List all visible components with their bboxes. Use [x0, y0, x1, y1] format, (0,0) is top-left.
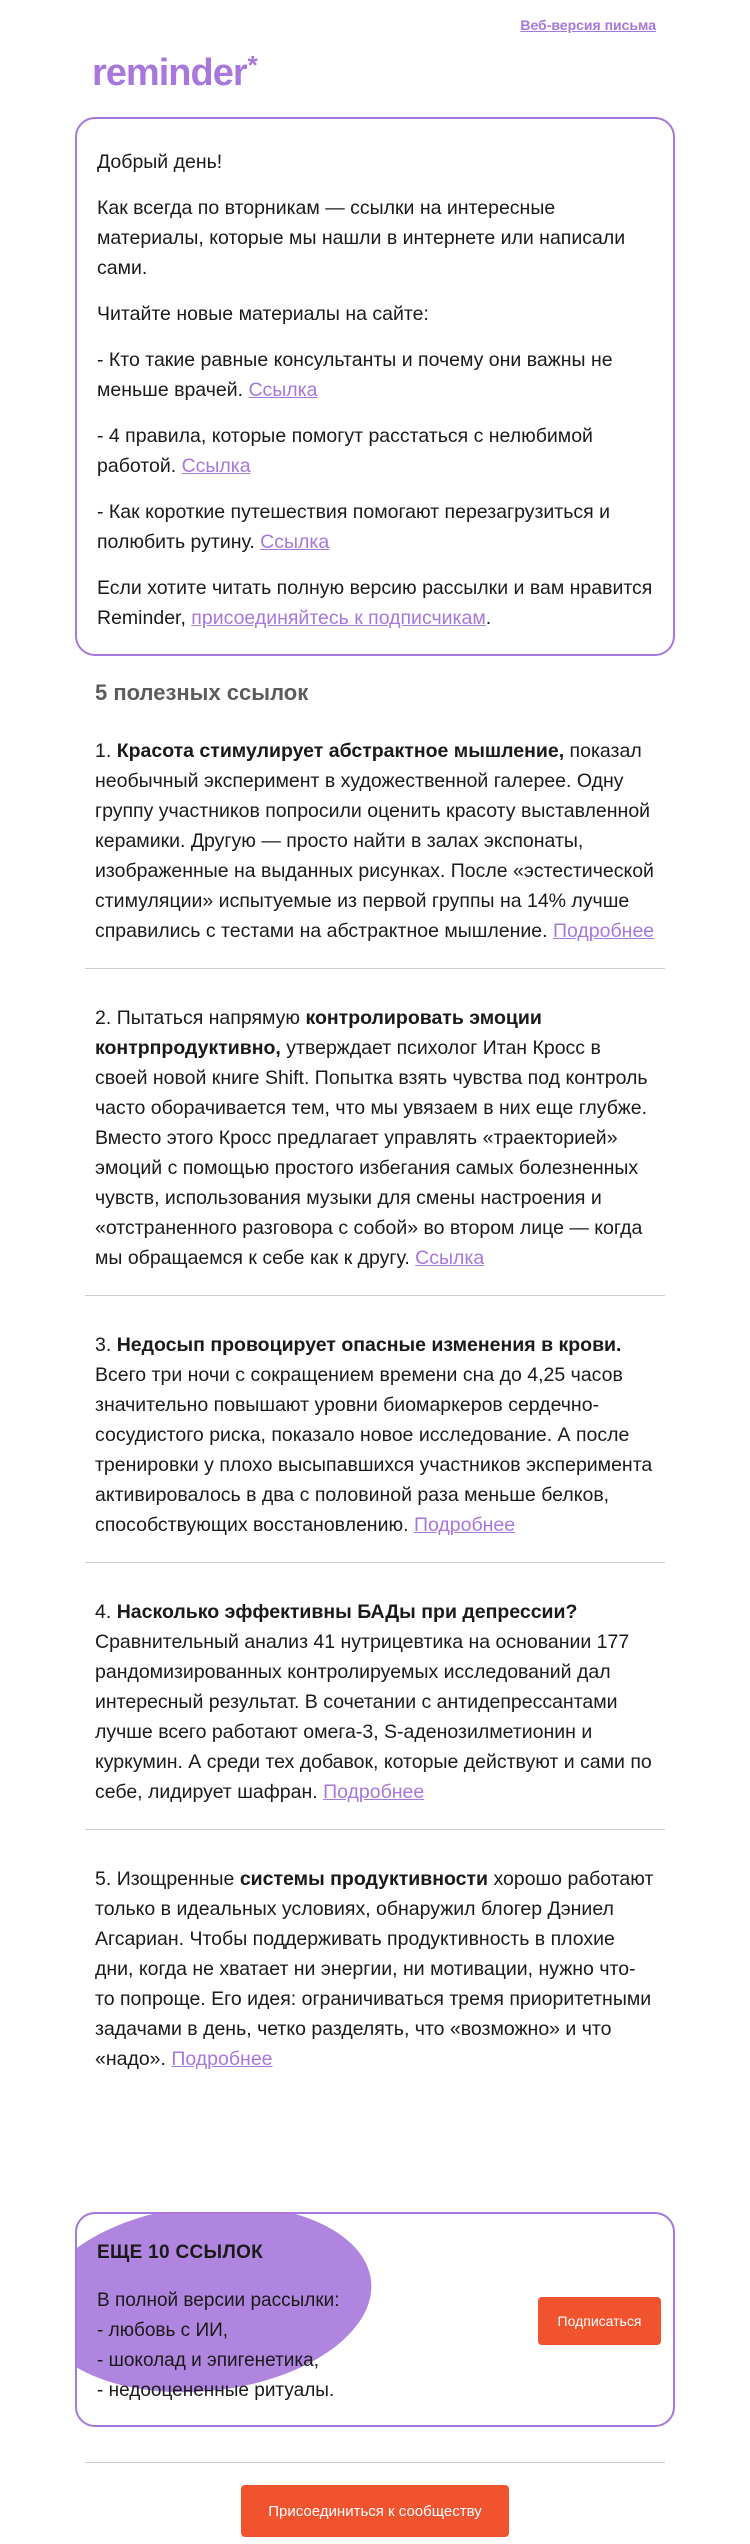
- divider: [85, 1829, 665, 1830]
- promo-line: - недооцененные ритуалы.: [97, 2380, 335, 2401]
- article-link[interactable]: Ссылка: [415, 1247, 485, 1269]
- article-number: 1.: [95, 740, 112, 762]
- article-body: Сравнительный анализ 41 нутрицевтика на основании 177 рандомизированных контролируемых исследований дал интересный результат. В сочетании с антидепрессантами лучше всего работают омега-3, S-аденозилметионин и куркумин. А среди тех добавок, которые действуют и сами по себе, лидирует шафран.: [95, 1631, 652, 1803]
- divider: [85, 2462, 665, 2463]
- subscribe-button[interactable]: Подписаться: [538, 2297, 661, 2345]
- article-headline: системы продуктивности: [239, 1868, 489, 1890]
- intro-item: [97, 345, 653, 405]
- article-link[interactable]: Подробнее: [413, 1514, 516, 1536]
- article-headline: контролировать эмоции контрпродуктивно,: [95, 1007, 542, 1059]
- divider: [85, 968, 665, 969]
- article-headline: Недосып провоцирует опасные изменения в крови.: [116, 1334, 622, 1356]
- divider: [85, 1295, 665, 1296]
- read-new-label: Читайте новые материалы на сайте:: [97, 303, 429, 325]
- logo-star: *: [247, 50, 257, 80]
- divider: [85, 1562, 665, 1563]
- intro-paragraph: Как всегда по вторникам — ссылки на интересные материалы, которые мы нашли в интернете или написали сами.: [97, 197, 626, 279]
- article: [85, 1324, 665, 1540]
- closing-text: Если хотите читать полную версию рассылки и вам нравится Reminder,: [97, 577, 653, 629]
- greeting: Добрый день!: [97, 151, 223, 173]
- article-intro: Изощренные: [116, 1868, 235, 1890]
- reminder-logo: [92, 52, 257, 95]
- articles-list: [85, 730, 665, 2074]
- intro-item-link[interactable]: Ссылка: [181, 455, 251, 477]
- article-number: 3.: [95, 1334, 112, 1356]
- article-number: 2.: [95, 1007, 112, 1029]
- intro-item-link[interactable]: Ссылка: [260, 531, 330, 553]
- subscribe-link[interactable]: присоединяйтесь к подписчикам: [191, 607, 486, 629]
- promo-list: [97, 2286, 340, 2406]
- article-body: Всего три ночи с сокращением времени сна до 4,25 часов значительно повышают уровни биомаркеров сердечно-сосудистого риска, показало новое исследование. А после тренировки у плохо высыпавшихся участников эксперимента активировалось в два с половиной раза меньше белков, способствующих восстановлению.: [95, 1364, 653, 1536]
- intro-closing: [97, 573, 653, 633]
- article-headline: Красота стимулирует абстрактное мышление,: [116, 740, 565, 762]
- intro-item-link[interactable]: Ссылка: [248, 379, 318, 401]
- intro-item-text: - Как короткие путешествия помогают перезагрузиться и полюбить рутину.: [97, 501, 611, 553]
- closing-period: .: [485, 607, 492, 629]
- web-version-link[interactable]: Веб-версия письма: [520, 17, 656, 33]
- promo-line: - шоколад и эпигенетика,: [97, 2350, 319, 2371]
- article-body: показал необычный эксперимент в художественной галерее. Одну группу участников попросили оценить красоту выставленной керамики. Другую — просто найти в залах экспонаты, изображенные на выданных рисунках. После «эстестической стимуляции» испытуемые из первой группы на 14% лучше справились с тестами на абстрактное мышление.: [95, 740, 654, 942]
- promo-line: В полной версии рассылки:: [97, 2290, 340, 2311]
- article-link[interactable]: Подробнее: [171, 2048, 273, 2070]
- intro-item-text: - 4 правила, которые помогут расстаться с нелюбимой работой.: [97, 425, 593, 477]
- article-body: утверждает психолог Итан Кросс в своей новой книге Shift. Попытка взять чувства под контроль часто оборачивается тем, что мы увязаем в них еще глубже. Вместо этого Кросс предлагает управлять «траекторией» эмоций с помощью простого избегания самых болезненных чувств, использования музыки для смены настроения и «отстраненного разговора с собой» во втором лице — когда мы обращаемся к себе как к другу.: [95, 1037, 648, 1269]
- article: [85, 1591, 665, 1807]
- article: [85, 997, 665, 1273]
- article-link[interactable]: Подробнее: [323, 1781, 425, 1803]
- promo-card: [75, 2212, 675, 2427]
- article: [85, 730, 665, 946]
- intro-item: [97, 497, 653, 557]
- article-number: 5.: [95, 1868, 112, 1890]
- intro-item-text: - Кто такие равные консультанты и почему они важны не меньше врачей.: [97, 349, 613, 401]
- logo-text: reminder: [92, 52, 247, 94]
- intro-card: [75, 117, 675, 656]
- join-community-button[interactable]: Присоединиться к сообществу: [241, 2485, 509, 2537]
- article-link[interactable]: Подробнее: [553, 920, 655, 942]
- article-intro: Пытаться напрямую: [116, 1007, 301, 1029]
- intro-item: [97, 421, 653, 481]
- article-headline: Насколько эффективны БАДы при депрессии?: [116, 1601, 578, 1623]
- article-number: 4.: [95, 1601, 112, 1623]
- promo-line: - любовь с ИИ,: [97, 2320, 229, 2341]
- promo-title: ЕЩЕ 10 ССЫЛОК: [97, 2242, 264, 2263]
- article: [85, 1858, 665, 2074]
- article-body: хорошо работают только в идеальных условиях, обнаружил блогер Дэниел Агсариан. Чтобы поддерживать продуктивность в плохие дни, когда не хватает ни энергии, ни мотивации, нужно что-то попроще. Его идея: ограничиваться тремя приоритетными задачами в день, четко разделять, что «возможно» и что «надо».: [95, 1868, 654, 2070]
- section-title: 5 полезных ссылок: [95, 680, 309, 705]
